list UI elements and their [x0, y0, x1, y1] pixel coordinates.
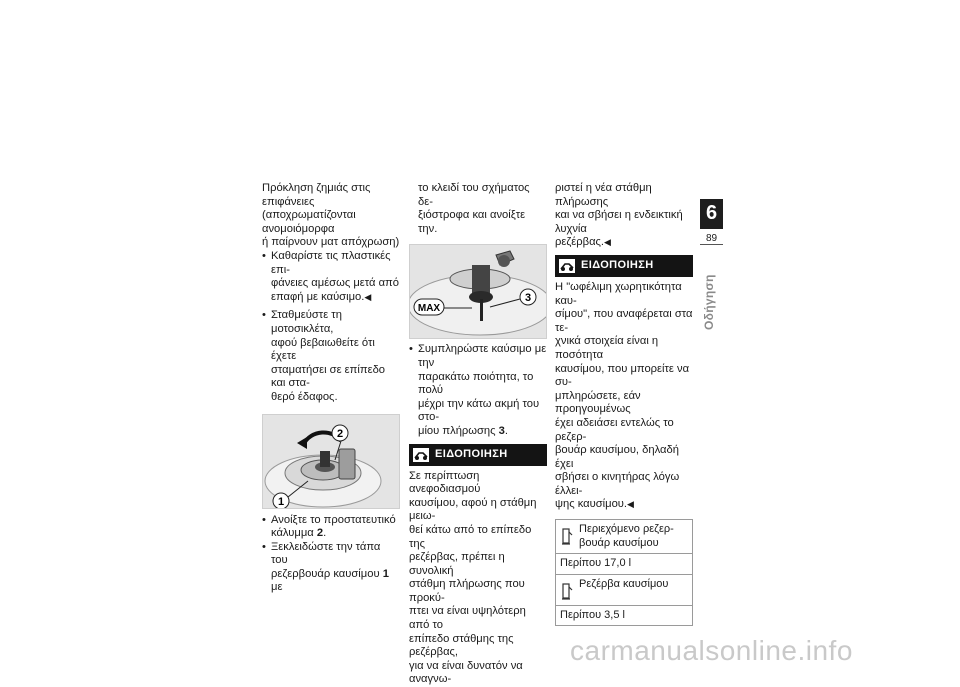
divider [700, 244, 723, 245]
fuel-pump-icon [561, 523, 573, 547]
figure-label-3: 3 [524, 292, 532, 305]
spec1-value: Περίπου 17,0 l [556, 554, 693, 575]
spec-label-cell [556, 574, 693, 605]
notice-text: Σε περίπτωση ανεφοδιασμού καυσίμου, αφού η στάθμη μειω- θεί κάτω από το επίπεδο της ρεζέρβας, πρέπει η συνολική στάθμη πλήρωσης που προκύ- πτει να είναι υψηλότερη από το επίπεδο στάθμης της ρεζέρβας, για να είναι δυνατόν να αναγνω- [409, 469, 537, 686]
column-3 [555, 182, 693, 626]
intro-text: Πρόκληση ζημιάς στις επιφάνειες (αποχρωματίζονται ανομοιόμορφα ή παίρνουν ματ απόχρωση) [262, 182, 400, 249]
bullet-unlock-cap: • Ξεκλειδώστε την τάπα του ρεζερβουάρ καυσίμου 1 με [262, 541, 400, 595]
column-2 [409, 182, 547, 687]
motorcycle-notice-icon [559, 259, 575, 273]
spec2-value: Περίπου 3,5 l [556, 605, 693, 626]
fuel-pump-icon [561, 578, 573, 602]
fuel-spec-table [555, 519, 693, 626]
figure-label-1: 1 [277, 495, 285, 508]
chapter-number: 6 [700, 199, 723, 229]
continued-text: ριστεί η νέα στάθμη πλήρωσης και να σβήσει η ενδεικτική λυχνία ρεζέρβας.◀ [555, 182, 683, 249]
end-mark: ◀ [364, 291, 372, 302]
bullet-open-cover: • Ανοίξτε το προστατευτικό κάλυμμα 2. [262, 514, 400, 541]
fuel-cap-figure [262, 414, 400, 509]
figure-label-max: MAX [417, 303, 441, 315]
spec-label-cell: Περιεχόμενο ρεζερ- βουάρ καυσίμου [556, 520, 693, 554]
end-mark: ◀ [627, 499, 634, 510]
figure-label-2: 2 [336, 427, 344, 440]
continued-text: το κλειδί του σχήματος δε- ξιόστροφα και ανοίξτε την. [418, 182, 530, 235]
bullet-refuel: • Συμπληρώστε καύσιμο με την παρακάτω ποιότητα, το πολύ μέχρι την κάτω ακμή του στο- μίου πλήρωσης 3. [409, 343, 547, 438]
column-1 [262, 182, 400, 595]
notice-header: ΕΙΔΟΠΟΙΗΣΗ [409, 444, 547, 466]
spec2-label: Ρεζέρβα καυσίμου [579, 577, 669, 590]
bullet-park: • Σταθμεύστε τη μοτοσικλέτα, αφού βεβαιωθείτε ότι έχετε σταματήσει σε επίπεδο και στα- θερό έδαφος. [262, 309, 400, 404]
notice-header: ΕΙΔΟΠΟΙΗΣΗ [555, 255, 693, 277]
end-mark: ◀ [604, 237, 611, 248]
page-number: 89 [705, 233, 718, 244]
motorcycle-notice-icon [413, 448, 429, 462]
section-title: Οδήγηση [702, 274, 716, 330]
fill-level-figure [409, 244, 547, 339]
notice-text: Η "ωφέλιμη χωρητικότητα καυ- σίμου", που αναφέρεται στα τε- χνικά στοιχεία είναι η ποσότητα καυσίμου, που μπορείτε να συ- μπληρώσετε, εάν προηγουμένως έχει αδειάσει εντελώς το ρεζερ- βουάρ καυσίμου, δηλαδή έχει σβήσει ο κινητήρας λόγω έλλει- ψης καυσίμου.◀ [555, 280, 693, 511]
watermark: carmanualsonline.info [570, 635, 853, 666]
bullet-clean-plastic: • Καθαρίστε τις πλαστικές επι- φάνειες αμέσως μετά από επαφή με καύσιμο.◀ [262, 250, 400, 304]
spec1-label: Περιεχόμενο ρεζερ- [579, 523, 674, 536]
